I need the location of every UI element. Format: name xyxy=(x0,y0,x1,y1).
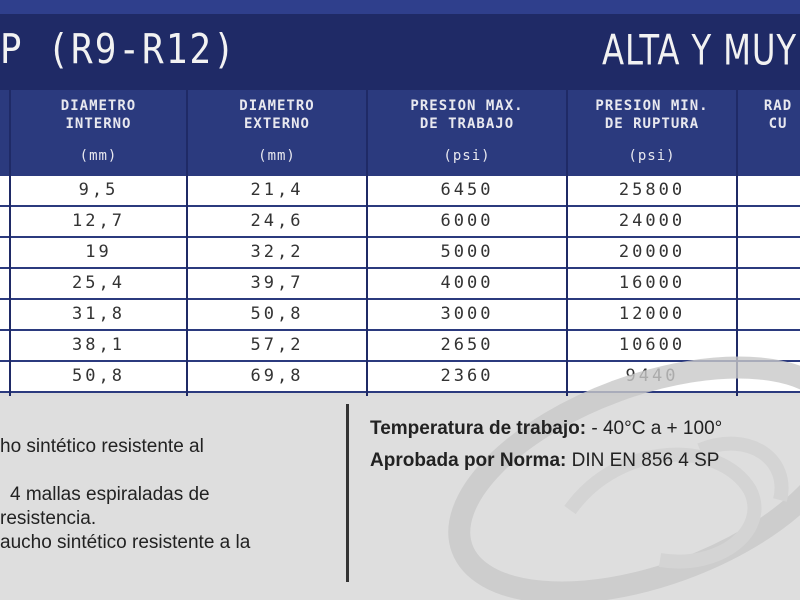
cell-presion-max: 6000 xyxy=(440,211,494,231)
cell-diametro-interno: 50,8 xyxy=(72,366,125,386)
table-row xyxy=(0,176,800,207)
column-separator xyxy=(366,90,368,396)
banner-title-right: ALTA Y MUY xyxy=(602,26,797,75)
cell-presion-max: 2360 xyxy=(440,366,494,386)
header-line2: DE RUPTURA xyxy=(604,116,700,132)
cell-diametro-externo: 50,8 xyxy=(250,304,304,324)
title-banner xyxy=(0,0,800,90)
cell-diametro-interno: 9,5 xyxy=(78,180,119,200)
cell-diametro-interno: 38,1 xyxy=(72,335,125,355)
cell-presion-max: 3000 xyxy=(440,304,494,324)
cell-presion-min: 10600 xyxy=(618,335,686,355)
description-line: resistencia. xyxy=(0,508,97,529)
cell-presion-min: 25800 xyxy=(618,180,686,200)
cell-presion-max: 4000 xyxy=(440,273,494,293)
cell-radio xyxy=(738,207,800,236)
cell-presion-min: 20000 xyxy=(618,242,686,262)
description-line: ho sintético resistente al xyxy=(0,436,204,457)
header-unit: (mm) xyxy=(79,148,118,164)
header-radio-curvatura xyxy=(738,90,800,176)
header-line1: PRESION MIN. xyxy=(595,98,709,114)
spec-temperature-label: Temperatura de trabajo: xyxy=(370,418,587,439)
spec-temperature-value: - 40°C a + 100° xyxy=(586,418,723,439)
table-row xyxy=(0,207,800,238)
cell-diametro-interno: 19 xyxy=(85,242,112,262)
cell-diametro-interno: 25,4 xyxy=(72,273,125,293)
spec-norm-label: Aprobada por Norma: xyxy=(370,450,567,471)
header-unit: (psi) xyxy=(443,148,491,164)
header-line2: EXTERNO xyxy=(243,116,310,132)
header-line1: DIAMETRO xyxy=(239,98,315,114)
cell-presion-min: 24000 xyxy=(618,211,686,231)
spec-norm xyxy=(370,450,719,472)
header-unit: (mm) xyxy=(258,148,296,164)
header-line2: INTERNO xyxy=(65,116,132,132)
cell-presion-max: 5000 xyxy=(440,242,494,262)
header-line1: RAD xyxy=(763,98,793,114)
cell-radio xyxy=(738,176,800,205)
header-line1: DIAMETRO xyxy=(60,98,137,114)
header-diametro-interno xyxy=(11,90,186,176)
cell-presion-max: 2650 xyxy=(440,335,494,355)
cell-diametro-externo: 32,2 xyxy=(250,242,304,262)
header-line2: CU xyxy=(768,116,788,132)
column-separator xyxy=(9,90,11,396)
cell-diametro-externo: 21,4 xyxy=(250,180,304,200)
table-header xyxy=(0,90,800,176)
header-line2: DE TRABAJO xyxy=(419,116,515,132)
description-line: 4 mallas espiraladas de xyxy=(10,484,210,505)
cell-diametro-externo: 57,2 xyxy=(250,335,304,355)
cell-presion-max: 6450 xyxy=(440,180,494,200)
header-presion-min xyxy=(568,90,736,176)
cell-presion-min: 16000 xyxy=(618,273,686,293)
cell-diametro-interno: 12,7 xyxy=(72,211,125,231)
column-separator xyxy=(186,90,188,396)
spec-norm-value: DIN EN 856 4 SP xyxy=(566,450,720,471)
header-diametro-externo xyxy=(188,90,366,176)
banner-top-strip xyxy=(0,0,800,14)
cell-diametro-externo: 24,6 xyxy=(250,211,304,231)
spec-temperature xyxy=(370,418,722,440)
header-unit: (psi) xyxy=(628,148,676,164)
header-presion-max xyxy=(368,90,566,176)
cell-presion-min: 9440 xyxy=(625,366,679,386)
cell-diametro-interno: 31,8 xyxy=(72,304,125,324)
cell-diametro-externo: 69,8 xyxy=(250,366,304,386)
description-line: aucho sintético resistente a la xyxy=(0,532,251,553)
cell-presion-min: 12000 xyxy=(618,304,686,324)
header-line1: PRESION MAX. xyxy=(410,98,524,114)
banner-title-left: P (R9-R12) xyxy=(0,26,237,74)
cell-diametro-externo: 39,7 xyxy=(250,273,304,293)
